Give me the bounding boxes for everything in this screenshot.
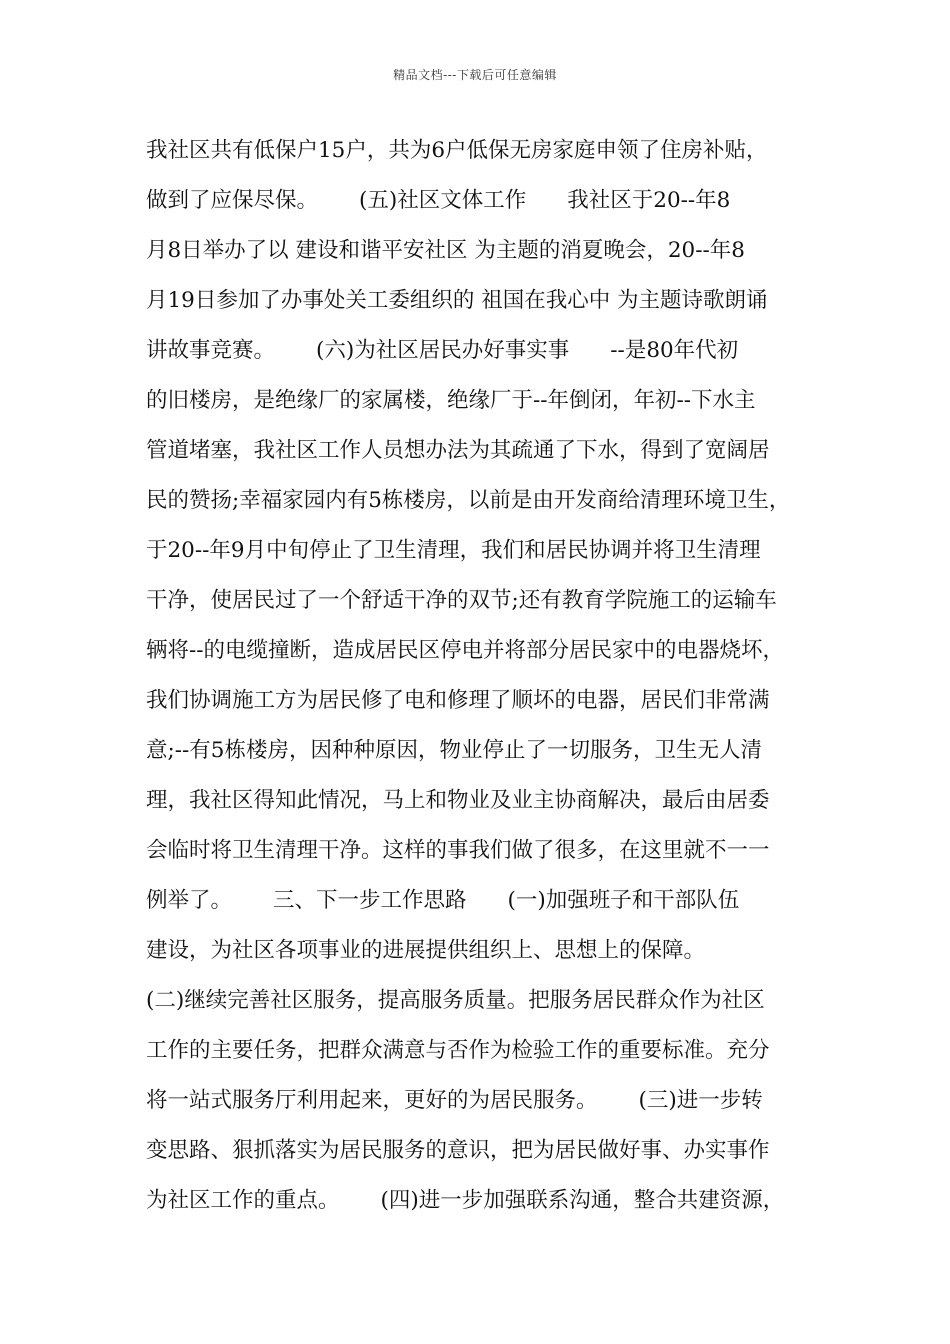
text-line: 辆将--的电缆撞断，造成居民区停电并将部分居民家中的电器烧坏， xyxy=(146,638,785,663)
text-line: 讲故事竞赛。 (六)为社区居民办好事实事 --是80年代初 xyxy=(146,338,739,363)
text-line: 月8日举办了以 建设和谐平安社区 为主题的消夏晚会，20--年8 xyxy=(146,238,745,263)
text-line: 变思路、狠抓落实为居民服务的意识，把为居民做好事、办实事作 xyxy=(146,1138,770,1163)
text-line: 月19日参加了办事处关工委组织的 祖国在我心中 为主题诗歌朗诵 xyxy=(146,288,768,313)
page-header: 精品文档---下载后可任意编辑 xyxy=(393,68,557,82)
text-line: 会临时将卫生清理干净。这样的事我们做了很多，在这里就不一一 xyxy=(146,838,770,863)
body-text xyxy=(146,126,826,1226)
text-line: 例举了。 三、下一步工作思路 (一)加强班子和干部队伍 xyxy=(146,888,740,913)
text-line: 工作的主要任务，把群众满意与否作为检验工作的重要标准。充分 xyxy=(146,1038,770,1063)
text-line: 民的赞扬;幸福家园内有5栋楼房，以前是由开发商给清理环境卫生， xyxy=(146,488,791,513)
text-line: 干净，使居民过了一个舒适干净的双节;还有教育学院施工的运输车 xyxy=(146,588,777,613)
text-line: (二)继续完善社区服务，提高服务质量。把服务居民群众作为社区 xyxy=(146,988,765,1013)
text-line: 我们协调施工方为居民修了电和修理了顺坏的电器，居民们非常满 xyxy=(146,688,770,713)
text-line: 于20--年9月中旬停止了卫生清理，我们和居民协调并将卫生清理 xyxy=(146,538,761,563)
text-line: 理，我社区得知此情况，马上和物业及业主协商解决，最后由居委 xyxy=(146,788,770,813)
text-line: 做到了应保尽保。 (五)社区文体工作 我社区于20--年8 xyxy=(146,188,731,213)
text-line: 的旧楼房，是绝缘厂的家属楼，绝缘厂于--年倒闭，年初--下水主 xyxy=(146,388,756,413)
text-line: 将一站式服务厅利用起来，更好的为居民服务。 (三)进一步转 xyxy=(146,1088,763,1113)
text-line: 我社区共有低保户15户，共为6户低保无房家庭申领了住房补贴， xyxy=(146,138,768,163)
text-line: 建设，为社区各项事业的进展提供组织上、思想上的保障。 xyxy=(146,938,706,963)
text-line: 为社区工作的重点。 (四)进一步加强联系沟通，整合共建资源， xyxy=(146,1188,785,1213)
text-line: 意;--有5栋楼房，因种种原因，物业停止了一切服务，卫生无人清 xyxy=(146,738,762,763)
text-line: 管道堵塞，我社区工作人员想办法为其疏通了下水，得到了宽阔居 xyxy=(146,438,770,463)
